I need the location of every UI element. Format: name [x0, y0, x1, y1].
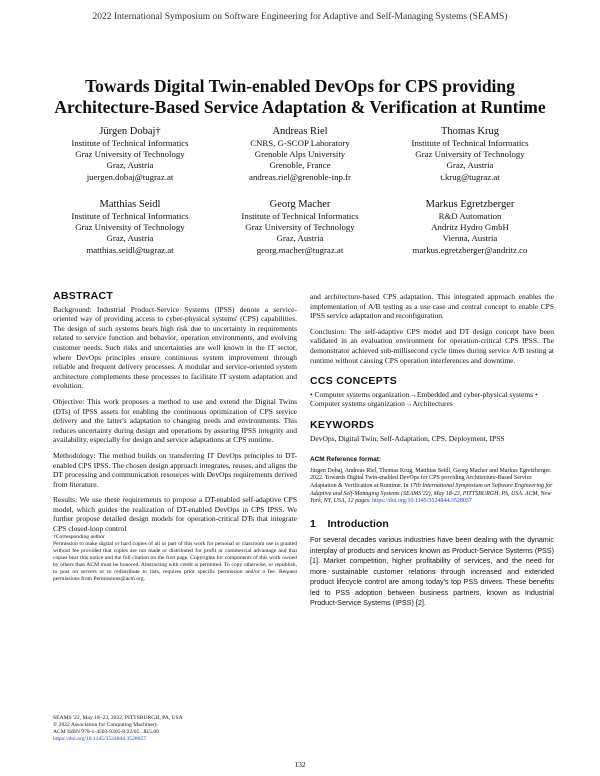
acm-reference-heading: ACM Reference format:	[310, 456, 382, 464]
doi-link[interactable]: https://doi.org/10.1145/3524844.3528057	[53, 736, 147, 742]
author-name: Jürgen Dobaj†	[99, 126, 161, 137]
paper-title	[40, 76, 560, 118]
author-email[interactable]: matthias.seidl@tugraz.at	[86, 244, 174, 255]
title-line-2: Architecture-Based Service Adaptation & Verification at Runtime	[54, 97, 546, 117]
author-affiliation: Graz University of Technology	[75, 222, 185, 233]
abstract-conclusion: Conclusion: The self-adaptive CPS model and DT design concept have been validated in an evaluation environment for operation-critical CPS IPSS. The demonstrator achieved sub-millisecond cycle times during service A/B testing at runtime without causing CPS operation interferences and downtime.	[310, 326, 554, 365]
author-name: Markus Egretzberger	[425, 199, 515, 210]
intro-heading: 1 Introduction	[310, 517, 389, 530]
author-affiliation: Institute of Technical Informatics	[71, 211, 189, 221]
abstract-heading: ABSTRACT	[53, 290, 114, 302]
author-email[interactable]: markus.egretzberger@andritz.co	[412, 244, 528, 255]
author-1	[40, 125, 220, 183]
author-location: Grenoble, France	[269, 160, 331, 171]
author-affiliation: Institute of Technical Informatics	[411, 138, 529, 148]
author-name: Georg Macher	[269, 199, 331, 210]
right-column	[310, 292, 554, 609]
footnote-permission: Permission to make digital or hard copies of all or part of this work for personal or classroom use is granted without fee provided that copies are not made or distributed for profit or commercial advantage and that copies bear this notice and the full citation on the first page. Copyrights for components of this work owned by others than ACM must be honored. Abstracting with credit is permitted. To copy otherwise, or republish, to post on servers or to redistribute to lists, requires prior specific permission and/or a fee. Request permissions from Permissions@acm.org.	[53, 540, 297, 582]
author-name: Andreas Riel	[272, 126, 328, 137]
author-affiliation: Institute of Technical Informatics	[71, 138, 189, 148]
abstract-results: Results: We use these requirements to propose a DT-enabled self-adaptive CPS model, which guides the realization of DT-enabled DevOps in CPS IPSS. We further propose detailed design models for operation-critical DTs that integrate CPS closed-loop control	[53, 495, 297, 534]
author-email[interactable]: georg.macher@tugraz.at	[256, 244, 344, 255]
ccs-heading: CCS CONCEPTS	[310, 375, 398, 388]
keywords-list: DevOps, Digital Twin, Self-Adaptation, CPS, Deployment, IPSS	[310, 433, 505, 443]
author-affiliation: Graz University of Technology	[75, 149, 185, 160]
conference-header: 2022 International Symposium on Software Engineering for Adaptive and Self-Managing Systems (SEAMS)	[92, 12, 508, 22]
abstract-background: Background: Industrial Product-Service Systems (IPSS) denote a service-oriented way of providing access to cyber-physical systems' (CPS) capabilities. The design of such systems bears high risk due to uncertainty in requirements related to service function and behavior, operation environments, and evolving customer needs. Such risks and uncertainties are well known in the IT sector, where DevOps principles ensure continuous system improvement through reliable and frequent delivery processes. A modular and service-oriented system architecture complements these processes to facilitate IT system adaptation and evolution.	[53, 304, 297, 391]
copyright-block	[53, 715, 297, 743]
author-name: Thomas Krug	[440, 126, 500, 137]
keywords-heading: KEYWORDS	[310, 418, 375, 431]
author-6	[380, 198, 560, 256]
author-4	[40, 198, 220, 256]
author-location: Graz, Austria	[106, 160, 154, 171]
abstract-objective: Objective: This work proposes a method to use and extend the Digital Twins (DTs) of IPSS assets for enabling the continuous optimization of CPS service delivery and the latter's adaptation to changing needs and environments. This reduces uncertainty during design and operations by assuring IPSS integrity and availability, especially for design and service adaptations at CPS runtime.	[53, 396, 297, 445]
left-column	[53, 292, 297, 583]
title-line-1: Towards Digital Twin-enabled DevOps for CPS providing	[85, 76, 515, 96]
isbn-line: ACM ISBN 978-1-4503-9305-8/22/05...$15.00	[53, 729, 159, 735]
acm-reference-doi[interactable]: https://doi.org/10.1145/3524844.3528057	[372, 498, 472, 505]
abstract-results-continued: and architecture-based CPS adaptation. This integrated approach enables the implementation of A/B testing as a use case and central concept to enable CPS IPSS service adaptation and reconfiguration.	[310, 292, 554, 321]
author-email[interactable]: andreas.riel@grenoble-inp.fr	[249, 171, 351, 182]
acm-reference-authors: Jürgen Dobaj, Andreas Riel, Thomas Krug, Matthias Seidl, Georg Macher and Markus Egretzberger. 2022. Towards Digital Twin-enabled DevOps for CPS providing Architecture-Based Service Adaptation & Verification at Runtime. In	[310, 467, 552, 489]
author-name: Matthias Seidl	[99, 199, 161, 210]
intro-text: For several decades various industries have been dealing with the dynamic interplay of products and services known as Product-Service Systems (PSS) [1]. Market competition, higher profitability of services, and the need for more sustainable customer relations through increased and extended product lifecycle control are among today's top PSS drivers. These benefits led to PSS adoption between business partners, known as Industrial Product-Service Systems (IPSS) [2].	[310, 535, 554, 608]
page-number: 132	[294, 760, 306, 769]
author-5	[210, 198, 390, 256]
author-affiliation: Graz University of Technology	[245, 222, 355, 233]
footnote-corresponding: †Corresponding author	[53, 533, 105, 540]
author-location: Graz, Austria	[106, 233, 154, 244]
author-affiliation: Andritz Hydro GmbH	[431, 222, 509, 233]
author-location: Graz, Austria	[276, 233, 324, 244]
conference-info: SEAMS '22, May 18–23, 2022, PITTSBURGH, PA, USA	[53, 715, 183, 721]
author-affiliation: Graz University of Technology	[415, 149, 525, 160]
copyright-line: © 2022 Association for Computing Machinery.	[53, 722, 159, 728]
author-affiliation: R&D Automation	[438, 211, 502, 221]
author-2	[210, 125, 390, 183]
author-affiliation: CNRS, G-SCOP Laboratory	[250, 138, 350, 148]
author-affiliation: Institute of Technical Informatics	[241, 211, 359, 221]
author-email[interactable]: juergen.dobaj@tugraz.at	[86, 171, 174, 182]
author-affiliation: Grenoble Alps University	[254, 149, 346, 160]
author-email[interactable]: t.krug@tugraz.at	[440, 171, 500, 182]
abstract-methodology: Methodology: The method builds on transferring IT DevOps principles to DT-enabled CPS IPSS. The chosen design approach integrates, reuses, and aligns the DT processing and communication resources with DevOps requirements derived from literature.	[53, 450, 297, 489]
ccs-concepts: • Computer systems organization→Embedded and cyber-physical systems • Computer systems organization→Architectures	[310, 389, 538, 409]
author-location: Graz, Austria	[446, 160, 494, 171]
acm-reference	[310, 468, 554, 506]
author-3	[380, 125, 560, 183]
acm-reference-venue: 17th International Symposium on Software Engineering for Adaptive and Self-Managing Systems (SEAMS'22), May 18-23, PITTSBURGH, PA, USA. ACM, New York, NY, USA, 12 pages.	[310, 482, 553, 505]
author-location: Vienna, Austria	[442, 233, 498, 244]
